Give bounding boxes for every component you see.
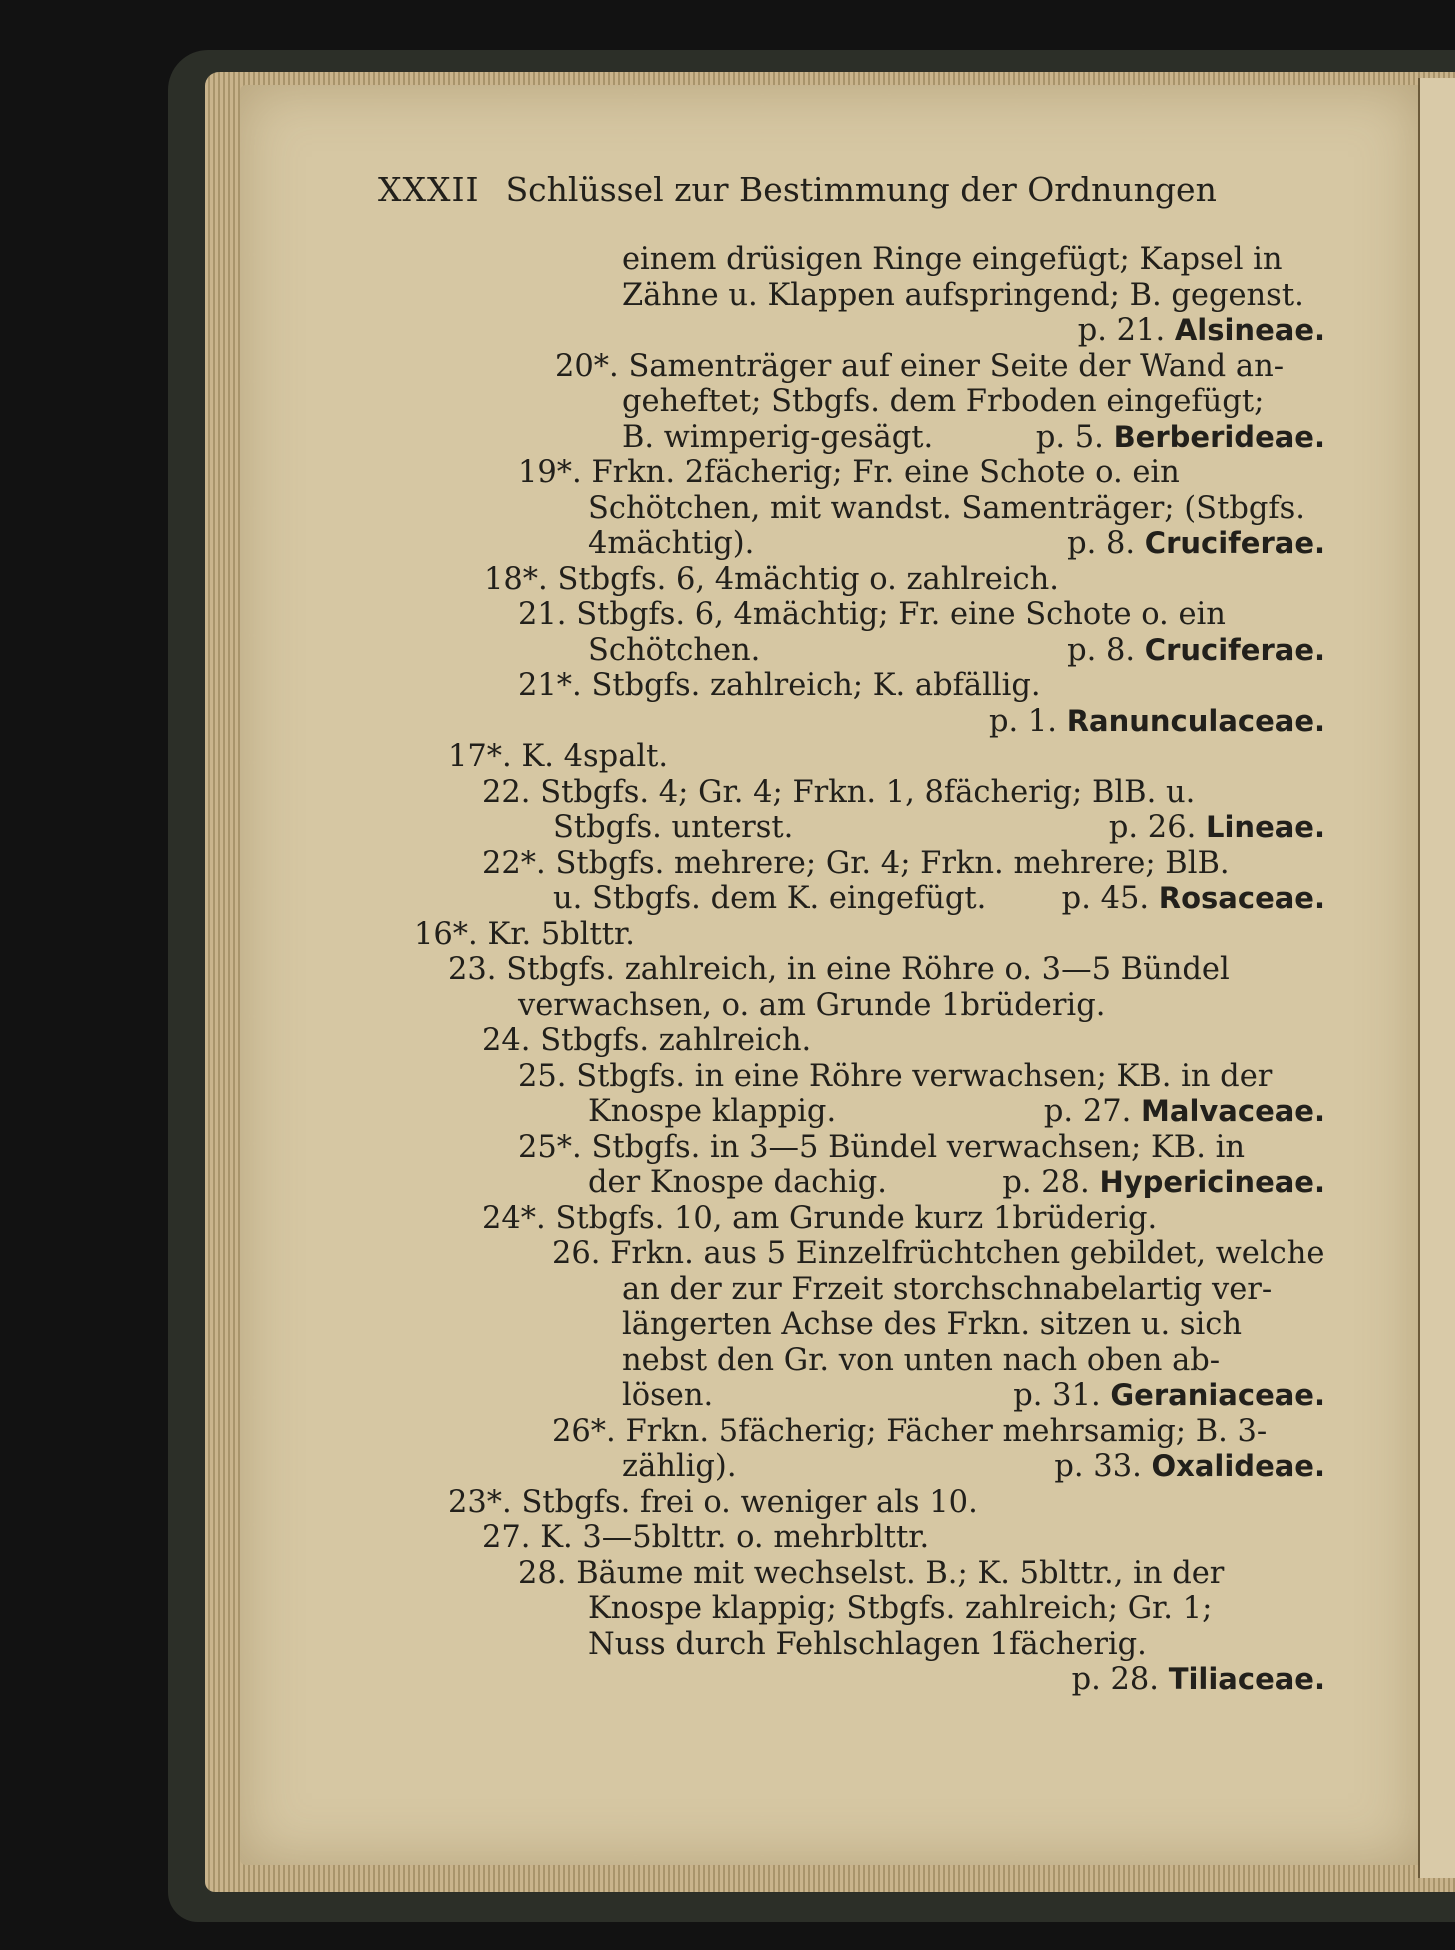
family-reference: [1013, 1378, 1325, 1414]
page-reference: p. 28.: [1002, 1165, 1100, 1200]
line-text: 25. Stbgfs. in eine Röhre verwachsen; KB. in der: [518, 1058, 1273, 1094]
text-line: [0, 952, 1455, 988]
line-text: lösen.: [622, 1378, 714, 1413]
family-reference: [1054, 1449, 1325, 1485]
page-reference: p. 33.: [1054, 1449, 1152, 1484]
line-text: 24. Stbgfs. zahlreich.: [482, 1023, 812, 1058]
line-text: 22*. Stbgfs. mehrere; Gr. 4; Frkn. mehrere; BlB.: [482, 845, 1230, 881]
text-line: [0, 562, 1455, 598]
line-text: verwachsen, o. am Grunde 1brüderig.: [518, 987, 1106, 1023]
family-reference: [989, 704, 1325, 740]
line-text: einem drüsigen Ringe eingefügt; Kapsel in: [622, 242, 1283, 277]
line-text: B. wimperig-gesägt.: [622, 419, 934, 455]
family-name: Ranunculaceae.: [1066, 703, 1325, 738]
text-line: [0, 1201, 1455, 1237]
line-text: 25*. Stbgfs. in 3—5 Bündel verwachsen; KB. in: [518, 1129, 1245, 1165]
text-line: [0, 1272, 1455, 1308]
text-line: [0, 1556, 1455, 1592]
page-title: Schlüssel zur Bestimmung der Ordnungen: [505, 170, 1217, 209]
page-header: [378, 170, 1228, 209]
line-text: 24*. Stbgfs. 10, am Grunde kurz 1brüderig.: [482, 1200, 1158, 1236]
text-line: [0, 491, 1455, 527]
page-reference: p. 8.: [1067, 526, 1145, 561]
line-text: der Knospe dachig.: [588, 1165, 887, 1200]
text-line: [0, 775, 1455, 811]
page-reference: p. 45.: [1061, 881, 1159, 916]
page-number: XXXII: [378, 170, 480, 209]
page-reference: p. 8.: [1067, 632, 1145, 668]
line-text: Knospe klappig.: [588, 1094, 837, 1129]
text-line: [0, 1130, 1455, 1166]
line-text: 4mächtig).: [588, 526, 755, 561]
line-text: nebst den Gr. von unten nach oben ab-: [622, 1342, 1221, 1378]
line-text: Zähne u. Klappen aufspringend; B. gegenst.: [622, 277, 1304, 313]
line-text: zählig).: [622, 1449, 737, 1484]
page-reference: p. 27.: [1043, 1094, 1142, 1129]
text-line: [0, 384, 1455, 420]
text-line: [0, 313, 1455, 349]
page-reference: p. 26.: [1108, 810, 1206, 845]
family-name: Cruciferae.: [1144, 526, 1325, 560]
family-name: Malvaceae.: [1141, 1094, 1325, 1128]
family-name: Alsineae.: [1174, 313, 1325, 347]
line-text: 18*. Stbgfs. 6, 4mächtig o. zahlreich.: [484, 561, 1059, 597]
text-line: [0, 1449, 1455, 1485]
text-line: [0, 810, 1455, 846]
line-text: 23*. Stbgfs. frei o. weniger als 10.: [448, 1484, 978, 1520]
family-name: Cruciferae.: [1144, 632, 1325, 667]
line-text: 21*. Stbgfs. zahlreich; K. abfällig.: [518, 668, 1041, 703]
line-text: 19*. Frkn. 2fächerig; Fr. eine Schote o. ein: [518, 455, 1180, 490]
text-line: [0, 739, 1455, 775]
text-line: [0, 1662, 1455, 1698]
text-line: [0, 420, 1455, 456]
text-line: [0, 881, 1455, 917]
text-line: [0, 1236, 1455, 1272]
family-reference: [1044, 1094, 1325, 1130]
line-text: u. Stbgfs. dem K. eingefügt.: [553, 881, 987, 916]
family-name: Oxalideae.: [1151, 1449, 1325, 1483]
family-reference: [1067, 526, 1325, 562]
family-name: Berberideae.: [1113, 419, 1325, 454]
page-reference: p. 1.: [988, 703, 1067, 739]
family-name: Hypericineae.: [1099, 1165, 1325, 1199]
text-line: [0, 1165, 1455, 1201]
family-reference: [1062, 881, 1325, 917]
line-text: 27. K. 3—5blttr. o. mehrblttr.: [482, 1520, 930, 1555]
line-text: 26*. Frkn. 5fächerig; Fächer mehrsamig; B. 3-: [552, 1413, 1268, 1449]
text-line: [0, 1023, 1455, 1059]
text-line: [0, 1485, 1455, 1521]
text-line: [0, 1414, 1455, 1450]
line-text: Stbgfs. unterst.: [553, 810, 794, 845]
text-line: [0, 1059, 1455, 1095]
line-text: 22. Stbgfs. 4; Gr. 4; Frkn. 1, 8fächerig; BlB. u.: [482, 774, 1196, 810]
line-text: Schötchen, mit wandst. Samenträger; (Stbgfs.: [588, 490, 1306, 526]
page-reference: p. 5.: [1035, 419, 1114, 455]
line-text: an der zur Frzeit storchschnabelartig ver-: [622, 1271, 1273, 1307]
family-name: Geraniaceae.: [1110, 1378, 1325, 1412]
line-text: geheftet; Stbgfs. dem Frboden eingefügt;: [622, 384, 1265, 419]
text-line: [0, 242, 1455, 278]
page-reference: p. 28.: [1071, 1662, 1169, 1697]
line-text: Schötchen.: [588, 632, 761, 668]
line-text: 16*. Kr. 5blttr.: [414, 916, 635, 952]
text-line: [0, 846, 1455, 882]
text-line: [0, 1591, 1455, 1627]
line-text: 28. Bäume mit wechselst. B.; K. 5blttr., in der: [518, 1555, 1225, 1591]
family-reference: [1036, 420, 1325, 456]
text-line: [0, 278, 1455, 314]
text-line: [0, 455, 1455, 491]
text-line: [0, 1307, 1455, 1343]
family-reference: [1109, 810, 1325, 846]
text-line: [0, 633, 1455, 669]
line-text: 21. Stbgfs. 6, 4mächtig; Fr. eine Schote o. ein: [518, 597, 1226, 632]
text-line: [0, 1378, 1455, 1414]
key-text: [0, 242, 1455, 1698]
text-line: [0, 349, 1455, 385]
text-line: [0, 1520, 1455, 1556]
family-reference: [1002, 1165, 1325, 1201]
family-name: Lineae.: [1206, 810, 1325, 844]
line-text: 17*. K. 4spalt.: [448, 739, 669, 774]
text-line: [0, 1094, 1455, 1130]
family-reference: [1078, 313, 1325, 349]
line-text: Knospe klappig; Stbgfs. zahlreich; Gr. 1;: [588, 1591, 1213, 1626]
line-text: längerten Achse des Frkn. sitzen u. sich: [622, 1307, 1242, 1342]
text-line: [0, 597, 1455, 633]
text-line: [0, 668, 1455, 704]
family-name: Tiliaceae.: [1168, 1662, 1325, 1696]
line-text: Nuss durch Fehlschlagen 1fächerig.: [588, 1626, 1147, 1662]
text-line: [0, 988, 1455, 1024]
line-text: 26. Frkn. aus 5 Einzelfrüchtchen gebildet, welche: [552, 1236, 1325, 1271]
text-line: [0, 1627, 1455, 1663]
family-name: Rosaceae.: [1158, 881, 1325, 915]
line-text: 23. Stbgfs. zahlreich, in eine Röhre o. 3—5 Bündel: [448, 952, 1230, 987]
text-line: [0, 704, 1455, 740]
family-reference: [1067, 633, 1325, 669]
page-reference: p. 21.: [1077, 313, 1175, 348]
text-line: [0, 1343, 1455, 1379]
line-text: 20*. Samenträger auf einer Seite der Wand an-: [555, 348, 1285, 384]
page-reference: p. 31.: [1013, 1378, 1111, 1413]
family-reference: [1072, 1662, 1325, 1698]
text-line: [0, 917, 1455, 953]
text-line: [0, 526, 1455, 562]
